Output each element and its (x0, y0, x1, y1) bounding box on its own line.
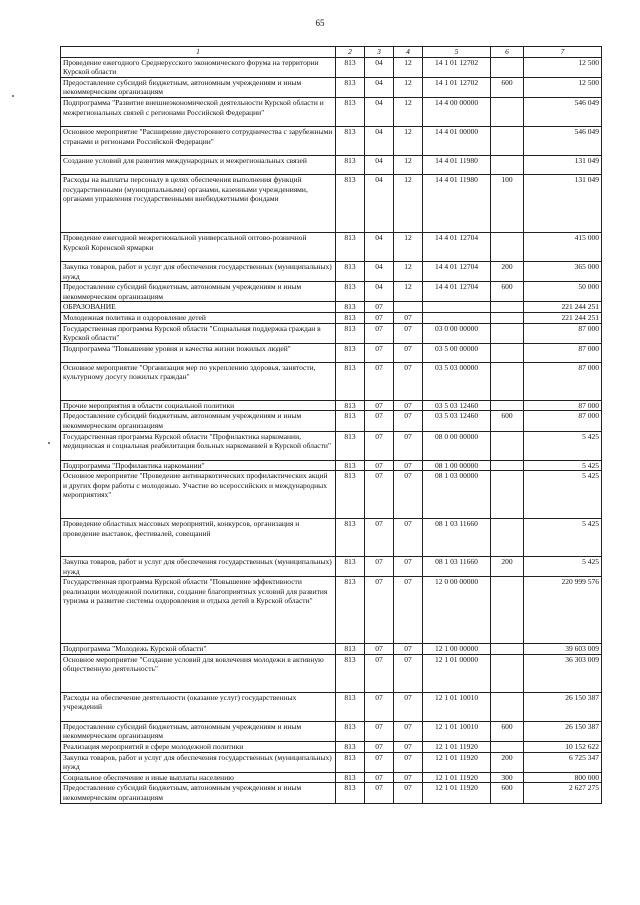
row-subsection-code: 12 (394, 57, 423, 77)
row-name: Государственная программа Курской области "Социальная поддержка граждан в Курской области" (61, 323, 336, 343)
row-target-code: 14 4 01 11980 (423, 155, 491, 174)
scan-mark (48, 442, 50, 444)
row-expense-type: 100 (491, 174, 524, 232)
row-target-code: 03 5 03 12460 (423, 400, 491, 411)
row-section-code: 07 (365, 471, 394, 519)
row-section-code: 04 (365, 77, 394, 97)
row-section-code: 07 (365, 692, 394, 721)
column-header: 1 (61, 47, 336, 58)
row-ved-code: 813 (336, 302, 365, 313)
row-amount: 131 049 (524, 155, 602, 174)
table-row (61, 232, 602, 261)
row-expense-type (491, 155, 524, 174)
table-row (61, 312, 602, 323)
table-row (61, 692, 602, 721)
row-amount: 6 725 347 (524, 752, 602, 772)
row-name: ОБРАЗОВАНИЕ (61, 302, 336, 313)
row-ved-code: 813 (336, 752, 365, 772)
row-ved-code: 813 (336, 282, 365, 302)
row-amount: 39 603 009 (524, 644, 602, 655)
row-section-code: 04 (365, 155, 394, 174)
row-name: Государственная программа Курской области "Профилактика наркомании, медицинская и социальная реабилитация больных наркоманией в Курской области" (61, 431, 336, 460)
table-row (61, 411, 602, 431)
table-row (61, 97, 602, 126)
row-subsection-code: 07 (394, 411, 423, 431)
row-amount: 221 244 251 (524, 312, 602, 323)
table-row (61, 752, 602, 772)
page-number: 65 (315, 18, 325, 28)
row-name: Закупка товаров, работ и услуг для обеспечения государственных (муниципальных) нужд (61, 261, 336, 281)
row-ved-code: 813 (336, 126, 365, 155)
table-row (61, 400, 602, 411)
row-target-code: 08 1 03 11660 (423, 557, 491, 577)
row-name: Проведение ежегодного Среднерусского экономического форума на территории Курской области (61, 57, 336, 77)
row-name: Подпрограмма "Профилактика наркомании" (61, 460, 336, 471)
row-expense-type: 200 (491, 557, 524, 577)
row-expense-type (491, 400, 524, 411)
row-amount: 415 000 (524, 232, 602, 261)
row-expense-type (491, 471, 524, 519)
row-section-code: 04 (365, 57, 394, 77)
row-amount: 5 425 (524, 557, 602, 577)
row-subsection-code: 07 (394, 557, 423, 577)
row-name: Подпрограмма "Развитие внешнеэкономической деятельности Курской области и межрегиональных связей с регионами Российской Федерации" (61, 97, 336, 126)
row-subsection-code: 12 (394, 77, 423, 97)
table-row (61, 577, 602, 644)
row-section-code: 07 (365, 302, 394, 313)
row-subsection-code: 07 (394, 343, 423, 362)
table-row (61, 431, 602, 460)
row-target-code: 14 4 01 12704 (423, 261, 491, 281)
row-amount: 546 049 (524, 126, 602, 155)
row-ved-code: 813 (336, 721, 365, 741)
row-name: Основное мероприятие "Создание условий для вовлечения молодежи в активную общественную деятельность" (61, 654, 336, 692)
row-section-code: 07 (365, 323, 394, 343)
row-amount: 26 150 387 (524, 692, 602, 721)
row-name: Основное мероприятие "Проведение антинаркотических профилактических акций и других форм работы с молодежью. Участие во всероссийских и международных мероприятиях" (61, 471, 336, 519)
row-subsection-code: 07 (394, 460, 423, 471)
row-target-code: 12 1 01 11920 (423, 742, 491, 753)
row-expense-type (491, 97, 524, 126)
row-subsection-code: 07 (394, 654, 423, 692)
row-name: Проведение ежегодной межрегиональной универсальной оптово-розничной Курской Коренской ярмарки (61, 232, 336, 261)
row-section-code: 07 (365, 721, 394, 741)
row-expense-type: 600 (491, 282, 524, 302)
row-ved-code: 813 (336, 577, 365, 644)
row-amount: 546 049 (524, 97, 602, 126)
row-amount: 87 000 (524, 400, 602, 411)
row-ved-code: 813 (336, 654, 365, 692)
table-row (61, 471, 602, 519)
row-subsection-code: 12 (394, 282, 423, 302)
row-amount: 36 303 009 (524, 654, 602, 692)
row-expense-type (491, 644, 524, 655)
row-subsection-code: 12 (394, 97, 423, 126)
row-target-code: 12 1 01 11920 (423, 752, 491, 772)
table-row (61, 57, 602, 77)
row-expense-type (491, 431, 524, 460)
column-header: 4 (394, 47, 423, 58)
row-amount: 12 500 (524, 77, 602, 97)
row-name: Социальное обеспечение и иные выплаты населению (61, 772, 336, 783)
row-target-code: 03 5 03 00000 (423, 362, 491, 400)
row-amount: 5 425 (524, 431, 602, 460)
row-expense-type: 600 (491, 783, 524, 803)
row-ved-code: 813 (336, 471, 365, 519)
row-ved-code: 813 (336, 77, 365, 97)
table-row (61, 721, 602, 741)
row-target-code: 14 1 01 12702 (423, 57, 491, 77)
row-amount: 87 000 (524, 323, 602, 343)
row-ved-code: 813 (336, 519, 365, 557)
row-subsection-code: 07 (394, 742, 423, 753)
row-ved-code: 813 (336, 232, 365, 261)
row-amount: 131 049 (524, 174, 602, 232)
table-row (61, 460, 602, 471)
row-ved-code: 813 (336, 261, 365, 281)
row-ved-code: 813 (336, 431, 365, 460)
row-target-code (423, 312, 491, 323)
row-ved-code: 813 (336, 742, 365, 753)
table-row (61, 302, 602, 313)
row-name: Закупка товаров, работ и услуг для обеспечения государственных (муниципальных) нужд (61, 557, 336, 577)
row-section-code: 04 (365, 126, 394, 155)
row-section-code: 04 (365, 232, 394, 261)
row-section-code: 07 (365, 312, 394, 323)
row-amount: 5 425 (524, 471, 602, 519)
row-ved-code: 813 (336, 362, 365, 400)
row-target-code: 14 4 01 12704 (423, 282, 491, 302)
row-target-code: 12 1 01 00000 (423, 654, 491, 692)
row-subsection-code: 07 (394, 312, 423, 323)
row-amount: 50 000 (524, 282, 602, 302)
row-ved-code: 813 (336, 557, 365, 577)
row-subsection-code: 07 (394, 519, 423, 557)
row-amount: 800 000 (524, 772, 602, 783)
row-section-code: 07 (365, 343, 394, 362)
row-amount: 10 152 622 (524, 742, 602, 753)
row-subsection-code: 07 (394, 323, 423, 343)
table-row (61, 362, 602, 400)
row-name: Предоставление субсидий бюджетным, автономным учреждениям и иным некоммерческим организациям (61, 721, 336, 741)
table-row (61, 155, 602, 174)
row-target-code: 03 5 00 00000 (423, 343, 491, 362)
row-subsection-code: 07 (394, 644, 423, 655)
budget-table (60, 46, 602, 804)
row-target-code: 12 1 01 11920 (423, 772, 491, 783)
row-ved-code: 813 (336, 97, 365, 126)
row-name: Государственная программа Курской области "Повышение эффективности реализации молодежной политики, создание благоприятных условий для развития туризма и развитие системы оздоровления и отдыха детей в Курской области" (61, 577, 336, 644)
row-subsection-code: 07 (394, 772, 423, 783)
row-expense-type (491, 742, 524, 753)
table-row (61, 519, 602, 557)
row-ved-code: 813 (336, 692, 365, 721)
row-subsection-code: 07 (394, 721, 423, 741)
row-ved-code: 813 (336, 460, 365, 471)
row-section-code: 04 (365, 97, 394, 126)
row-amount: 87 000 (524, 362, 602, 400)
row-target-code: 12 1 01 10010 (423, 692, 491, 721)
row-target-code: 08 0 00 00000 (423, 431, 491, 460)
row-name: Предоставление субсидий бюджетным, автономным учреждениям и иным некоммерческим организациям (61, 77, 336, 97)
row-target-code: 14 1 01 12702 (423, 77, 491, 97)
row-target-code (423, 302, 491, 313)
row-target-code: 12 0 00 00000 (423, 577, 491, 644)
row-subsection-code: 12 (394, 126, 423, 155)
row-name: Расходы на выплаты персоналу в целях обеспечения выполнения функций государственными (муниципальными) органами, казенными учреждениями, органами управления государственными внебюджетными фондами (61, 174, 336, 232)
row-expense-type (491, 343, 524, 362)
table-row (61, 77, 602, 97)
row-subsection-code: 07 (394, 783, 423, 803)
row-target-code: 14 4 01 12704 (423, 232, 491, 261)
row-section-code: 07 (365, 577, 394, 644)
row-ved-code: 813 (336, 57, 365, 77)
row-name: Молодежная политика и оздоровление детей (61, 312, 336, 323)
row-target-code: 03 0 00 00000 (423, 323, 491, 343)
row-target-code: 12 1 01 10010 (423, 721, 491, 741)
row-subsection-code: 07 (394, 431, 423, 460)
row-expense-type (491, 654, 524, 692)
row-section-code: 07 (365, 431, 394, 460)
row-section-code: 07 (365, 557, 394, 577)
table-row (61, 644, 602, 655)
row-ved-code: 813 (336, 783, 365, 803)
row-amount: 5 425 (524, 519, 602, 557)
row-section-code: 07 (365, 742, 394, 753)
row-section-code: 07 (365, 772, 394, 783)
row-amount: 221 244 251 (524, 302, 602, 313)
row-expense-type: 600 (491, 411, 524, 431)
row-name: Закупка товаров, работ и услуг для обеспечения государственных (муниципальных) нужд (61, 752, 336, 772)
row-section-code: 07 (365, 400, 394, 411)
table-row (61, 282, 602, 302)
row-expense-type (491, 232, 524, 261)
row-amount: 12 500 (524, 57, 602, 77)
row-target-code: 14 4 01 11980 (423, 174, 491, 232)
row-section-code: 07 (365, 519, 394, 557)
row-name: Подпрограмма "Повышение уровня и качества жизни пожилых людей" (61, 343, 336, 362)
row-subsection-code: 07 (394, 752, 423, 772)
table-row (61, 742, 602, 753)
row-section-code: 07 (365, 411, 394, 431)
row-target-code: 08 1 00 00000 (423, 460, 491, 471)
table-header-row (61, 47, 602, 58)
row-section-code: 04 (365, 261, 394, 281)
row-expense-type (491, 519, 524, 557)
row-expense-type (491, 577, 524, 644)
row-target-code: 08 1 03 11660 (423, 519, 491, 557)
row-section-code: 07 (365, 783, 394, 803)
column-header: 3 (365, 47, 394, 58)
row-expense-type: 200 (491, 752, 524, 772)
row-subsection-code: 12 (394, 261, 423, 281)
row-name: Прочие мероприятия в области социальной политики (61, 400, 336, 411)
row-expense-type (491, 126, 524, 155)
row-target-code: 14 4 00 00000 (423, 97, 491, 126)
row-subsection-code: 12 (394, 155, 423, 174)
row-name: Подпрограмма "Молодежь Курской области" (61, 644, 336, 655)
row-section-code: 07 (365, 654, 394, 692)
row-name: Предоставление субсидий бюджетным, автономным учреждениям и иным некоммерческим организациям (61, 783, 336, 803)
column-header: 2 (336, 47, 365, 58)
row-section-code: 07 (365, 752, 394, 772)
row-amount: 220 999 576 (524, 577, 602, 644)
row-ved-code: 813 (336, 772, 365, 783)
table-row (61, 783, 602, 803)
row-amount: 87 000 (524, 343, 602, 362)
row-expense-type (491, 302, 524, 313)
row-target-code: 12 1 01 11920 (423, 783, 491, 803)
row-amount: 26 150 387 (524, 721, 602, 741)
row-subsection-code (394, 302, 423, 313)
table-row (61, 654, 602, 692)
row-name: Проведение областных массовых мероприятий, конкурсов, организация и проведение выставок, фестивалей, совещаний (61, 519, 336, 557)
table-row (61, 772, 602, 783)
row-expense-type (491, 323, 524, 343)
row-ved-code: 813 (336, 644, 365, 655)
row-target-code: 12 1 00 00000 (423, 644, 491, 655)
scan-mark (12, 95, 14, 97)
row-expense-type (491, 312, 524, 323)
row-expense-type (491, 57, 524, 77)
row-amount: 5 425 (524, 460, 602, 471)
row-expense-type: 600 (491, 77, 524, 97)
row-ved-code: 813 (336, 323, 365, 343)
row-name: Предоставление субсидий бюджетным, автономным учреждениям и иным некоммерческим организациям (61, 411, 336, 431)
row-expense-type (491, 362, 524, 400)
column-header: 5 (423, 47, 491, 58)
row-subsection-code: 12 (394, 174, 423, 232)
row-ved-code: 813 (336, 174, 365, 232)
row-ved-code: 813 (336, 155, 365, 174)
row-target-code: 14 4 01 00000 (423, 126, 491, 155)
table-row (61, 343, 602, 362)
row-name: Предоставление субсидий бюджетным, автономным учреждениям и иным некоммерческим организациям (61, 282, 336, 302)
table-row (61, 126, 602, 155)
table-row (61, 557, 602, 577)
row-expense-type (491, 460, 524, 471)
row-section-code: 07 (365, 644, 394, 655)
row-expense-type: 300 (491, 772, 524, 783)
row-name: Создание условий для развития международных и межрегиональных связей (61, 155, 336, 174)
row-expense-type: 200 (491, 261, 524, 281)
row-ved-code: 813 (336, 312, 365, 323)
row-ved-code: 813 (336, 400, 365, 411)
row-amount: 2 627 275 (524, 783, 602, 803)
row-name: Расходы на обеспечение деятельности (оказание услуг) государственных учреждений (61, 692, 336, 721)
row-subsection-code: 07 (394, 577, 423, 644)
table-row (61, 323, 602, 343)
row-section-code: 07 (365, 362, 394, 400)
row-section-code: 04 (365, 282, 394, 302)
row-expense-type (491, 692, 524, 721)
row-section-code: 04 (365, 174, 394, 232)
row-name: Основное мероприятие "Организация мер по укреплению здоровья, занятости, культурному досугу пожилых граждан" (61, 362, 336, 400)
row-name: Основное мероприятие "Расширение двустороннего сотрудничества с зарубежными странами и регионами Российской Федерации" (61, 126, 336, 155)
row-subsection-code: 07 (394, 471, 423, 519)
table-row (61, 261, 602, 281)
row-target-code: 03 5 03 12460 (423, 411, 491, 431)
column-header: 6 (491, 47, 524, 58)
row-name: Реализация мероприятий в сфере молодежной политики (61, 742, 336, 753)
row-amount: 365 000 (524, 261, 602, 281)
row-subsection-code: 07 (394, 362, 423, 400)
row-target-code: 08 1 03 00000 (423, 471, 491, 519)
column-header: 7 (524, 47, 602, 58)
row-subsection-code: 12 (394, 232, 423, 261)
row-ved-code: 813 (336, 343, 365, 362)
row-subsection-code: 07 (394, 692, 423, 721)
row-expense-type: 600 (491, 721, 524, 741)
row-section-code: 07 (365, 460, 394, 471)
row-subsection-code: 07 (394, 400, 423, 411)
row-ved-code: 813 (336, 411, 365, 431)
table-row (61, 174, 602, 232)
row-amount: 87 000 (524, 411, 602, 431)
